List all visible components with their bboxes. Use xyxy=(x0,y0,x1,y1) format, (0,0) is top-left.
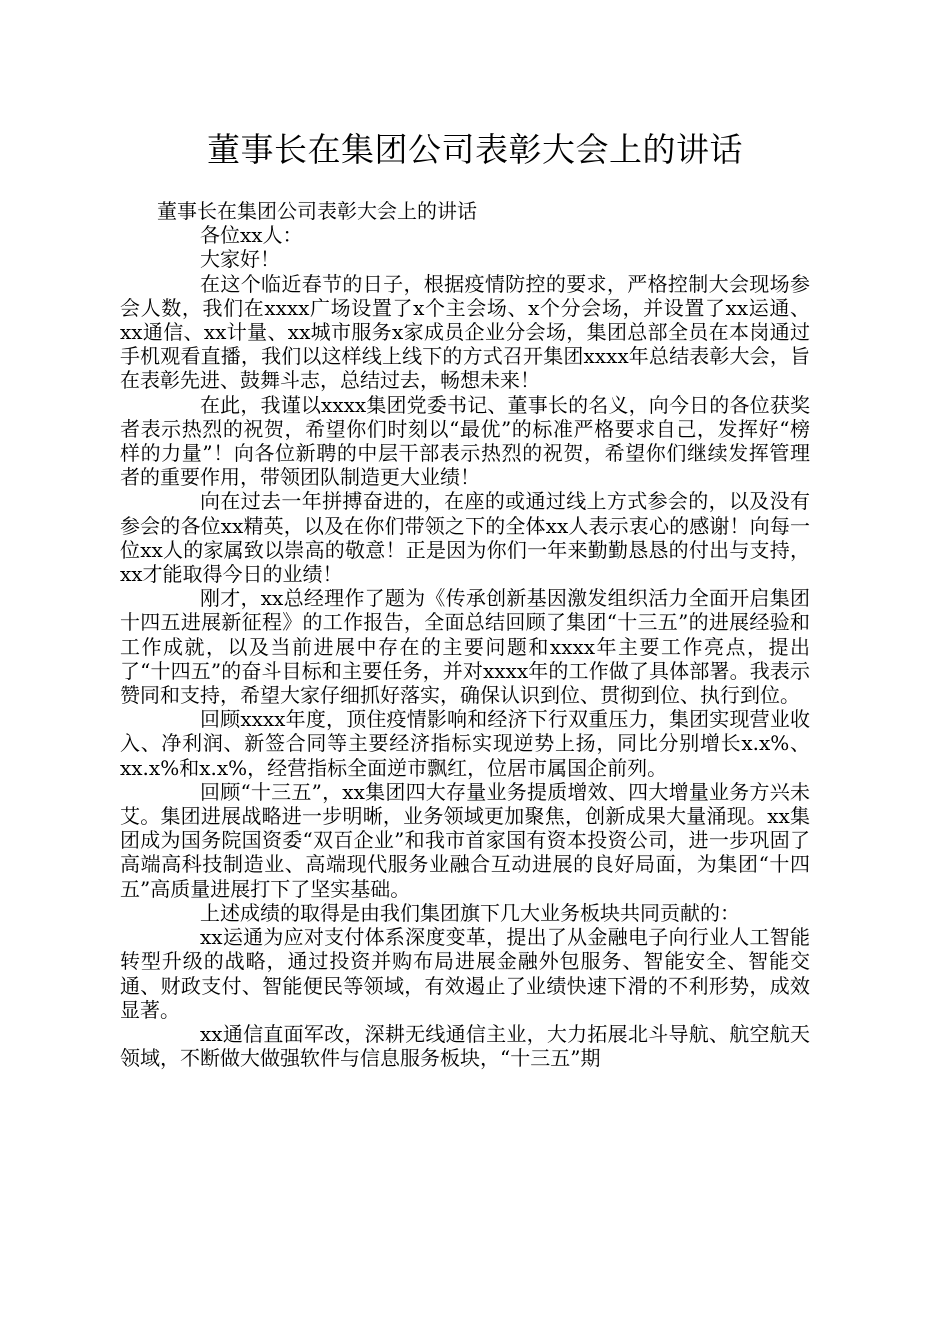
salutation: 各位xx人： xyxy=(200,223,303,248)
paragraph: xx运通为应对支付体系深度变革，提出了从金融电子向行业人工智能转型升级的战略，通过投资并购布局进展金融外包服务、智能安全、智能交通、财政支付、智能便民等领域，有效遏止了业绩快速下滑的不利形势，成效显著。 xyxy=(120,925,810,1022)
paragraph: 向在过去一年拼搏奋进的，在座的或通过线上方式参会的，以及没有参会的各位xx精英，以及在你们带领之下的全体xx人表示衷心的感谢！向每一位xx人的家属致以崇高的敬意！正是因为你们一年来勤勤恳恳的付出与支持，xx才能取得今日的业绩！ xyxy=(120,489,810,587)
paragraph: xx通信直面军改，深耕无线通信主业，大力拓展北斗导航、航空航天领域，不断做大做强软件与信息服务板块，“十三五”期 xyxy=(120,1021,810,1071)
greeting: 大家好！ xyxy=(200,247,280,272)
paragraph: 上述成绩的取得是由我们集团旗下几大业务板块共同贡献的： xyxy=(200,900,740,925)
paragraph: 在此，我谨以xxxx集团党委书记、董事长的名义，向今日的各位获奖者表示热烈的祝贺，希望你们时刻以“最优”的标准严格要求自己，发挥好“榜样的力量”！向各位新聘的中层干部表示热烈的祝贺，希望你们继续发挥管理者的重要作用，带领团队制造更大业绩！ xyxy=(120,392,810,490)
document-title: 董事长在集团公司表彰大会上的讲话 xyxy=(207,130,743,169)
document-subtitle: 董事长在集团公司表彰大会上的讲话 xyxy=(157,199,477,223)
paragraph: 回顾“十三五”，xx集团四大存量业务提质增效、四大增量业务方兴未艾。集团进展战略进一步明晰，业务领域更加聚焦，创新成果大量涌现。xx集团成为国务院国资委“双百企业”和我市首家国有资本投资公司，进一步巩固了高端高科技制造业、高端现代服务业融合互动进展的良好局面，为集团“十四五”高质量进展打下了坚实基础。 xyxy=(120,779,810,901)
paragraph: 回顾xxxx年度，顶住疫情影响和经济下行双重压力，集团实现营业收入、净利润、新签合同等主要经济指标实现逆势上扬，同比分别增长x.x%、xx.x%和x.x%，经营指标全面逆市飘红，位居市属国企前列。 xyxy=(120,707,810,780)
paragraph: 刚才，xx总经理作了题为《传承创新基因激发组织活力全面开启集团十四五进展新征程》的工作报告，全面总结回顾了集团“十三五”的进展经验和工作成就，以及当前进展中存在的主要问题和xxxx年主要工作亮点，提出了“十四五”的奋斗目标和主要任务，并对xxxx年的工作做了具体部署。我表示赞同和支持，希望大家仔细抓好落实，确保认识到位、贯彻到位、执行到位。 xyxy=(120,586,810,708)
document-body xyxy=(120,199,810,1070)
paragraph: 在这个临近春节的日子，根据疫情防控的要求，严格控制大会现场参会人数，我们在xxxx广场设置了x个主会场、x个分会场，并设置了xx运通、xx通信、xx计量、xx城市服务x家成员企业分会场，集团总部全员在本岗通过手机观看直播，我们以这样线上线下的方式召开集团xxxx年总结表彰大会，旨在表彰先进、鼓舞斗志，总结过去，畅想未来！ xyxy=(120,271,810,393)
